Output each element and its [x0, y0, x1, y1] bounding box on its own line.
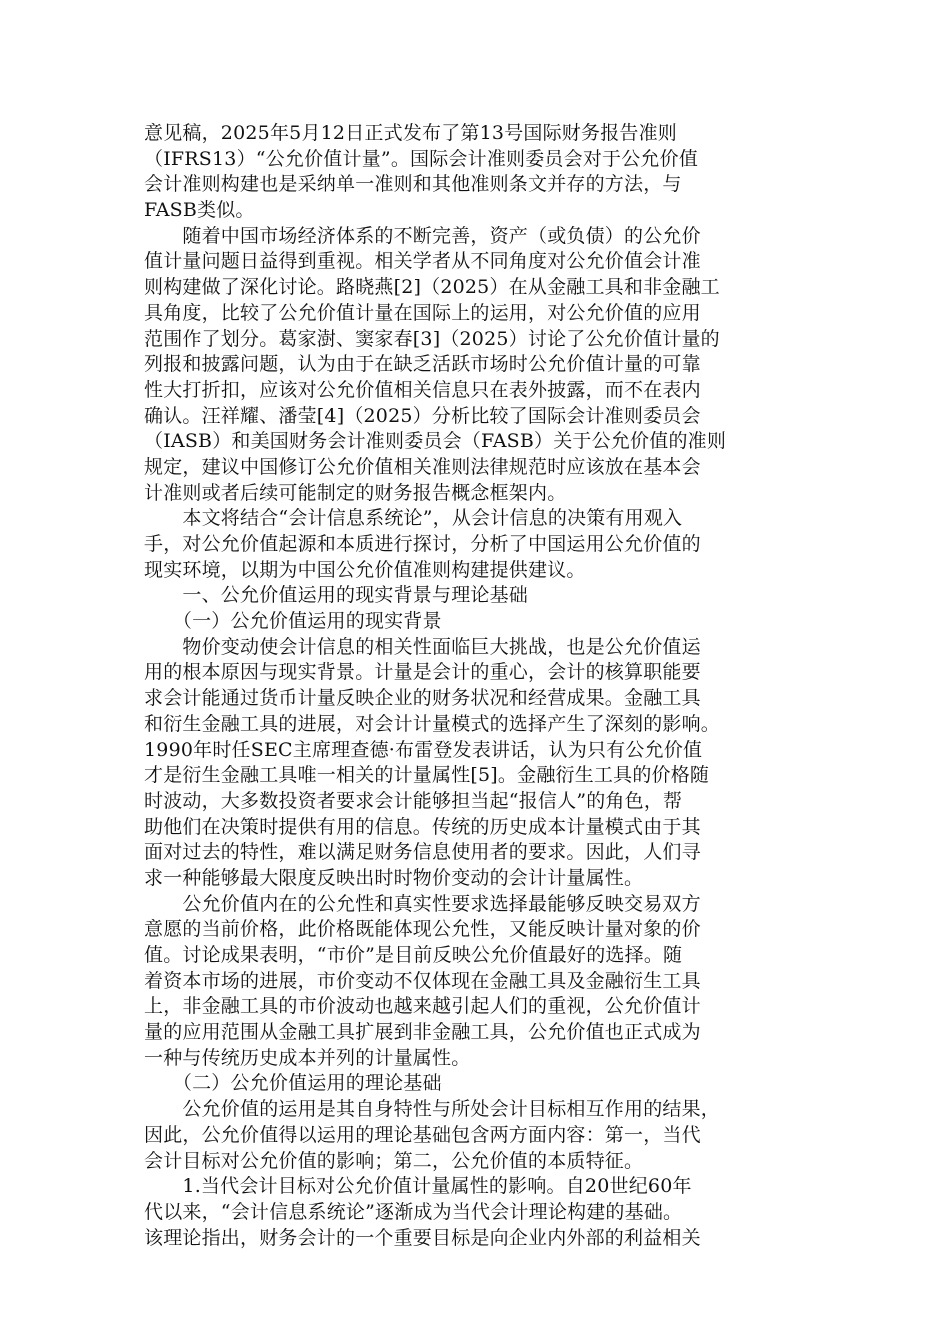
text-line: 求一种能够最大限度反映出时时物价变动的会计计量属性。 [144, 866, 644, 889]
text-line: 面对过去的特性，难以满足财务信息使用者的要求。因此，人们寻 [144, 841, 701, 864]
subsection-heading: （一）公允价值运用的现实背景 [144, 610, 442, 633]
text-line: 性大打折扣，应该对公允价值相关信息只在表外披露，而不在表内 [144, 378, 701, 401]
text-line: 确认。汪祥耀、潘莹[4]（2025）分析比较了国际会计准则委员会 [144, 404, 701, 427]
text-line: 因此，公允价值得以运用的理论基础包含两方面内容：第一，当代 [144, 1123, 701, 1146]
text-line: 着资本市场的进展，市价变动不仅体现在金融工具及金融衍生工具 [144, 969, 701, 992]
text-line: 值。讨论成果表明，“市价”是目前反映公允价值最好的选择。随 [144, 944, 683, 966]
text-line: 量的应用范围从金融工具扩展到非金融工具，公允价值也正式成为 [144, 1021, 701, 1044]
body-text [144, 121, 804, 1251]
text-line: 手，对公允价值起源和本质进行探讨，分析了中国运用公允价值的 [144, 533, 701, 555]
text-line: 则构建做了深化讨论。路晓燕[2]（2025）在从金融工具和非金融工 [144, 276, 720, 299]
text-line: 该理论指出，财务会计的一个重要目标是向企业内外部的利益相关 [144, 1226, 701, 1249]
subsection-heading: （二）公允价值运用的理论基础 [144, 1072, 442, 1095]
text-line: 时波动，大多数投资者要求会计能够担当起“报信人”的角色，帮 [144, 789, 683, 812]
text-line: 意见稿，2025年5月12日正式发布了第13号国际财务报告准则 [144, 122, 677, 144]
text-line: 才是衍生金融工具唯一相关的计量属性[5]。金融衍生工具的价格随 [144, 764, 710, 787]
text-line: 1.当代会计目标对公允价值计量属性的影响。自20世纪60年 [144, 1175, 692, 1198]
text-line: 列报和披露问题，认为由于在缺乏活跃市场时公允价值计量的可靠 [144, 353, 701, 376]
text-line: 意愿的当前价格，此价格既能体现公允性，又能反映计量对象的价 [144, 918, 701, 941]
text-line: 随着中国市场经济体系的不断完善，资产（或负债）的公允价 [144, 224, 701, 247]
text-line: （IASB）和美国财务会计准则委员会（FASB）关于公允价值的准则 [144, 430, 727, 453]
text-line: 公允价值的运用是其自身特性与所处会计目标相互作用的结果， [144, 1098, 721, 1121]
text-line: 助他们在决策时提供有用的信息。传统的历史成本计量模式由于其 [144, 815, 701, 838]
text-line: 1990年时任SEC主席理查德·布雷登发表讲话，认为只有公允价值 [144, 738, 703, 761]
text-line: 代以来，“会计信息系统论”逐渐成为当代会计理论构建的基础。 [144, 1200, 683, 1223]
text-line: 上，非金融工具的市价波动也越来越引起人们的重视，公允价值计 [144, 995, 701, 1018]
text-line: 规定，建议中国修订公允价值相关准则法律规范时应该放在基本会 [144, 455, 701, 478]
text-line: （IFRS13）“公允价值计量”。国际会计准则委员会对于公允价值 [144, 147, 699, 170]
text-line: 具角度，比较了公允价值计量在国际上的运用，对公允价值的应用 [144, 301, 701, 324]
text-line: 会计准则构建也是采纳单一准则和其他准则条文并存的方法，与 [144, 173, 682, 196]
text-line: 和衍生金融工具的进展，对会计计量模式的选择产生了深刻的影响。 [144, 712, 721, 735]
text-line: 范围作了划分。葛家澍、窦家春[3]（2025）讨论了公允价值计量的 [144, 327, 720, 350]
text-line: 物价变动使会计信息的相关性面临巨大挑战，也是公允价值运 [144, 635, 701, 658]
section-heading: 一、公允价值运用的现实背景与理论基础 [144, 584, 529, 607]
text-line: FASB类似。 [144, 199, 255, 222]
text-line: 求会计能通过货币计量反映企业的财务状况和经营成果。金融工具 [144, 687, 701, 710]
text-line: 值计量问题日益得到重视。相关学者从不同角度对公允价值会计准 [144, 250, 701, 273]
text-line: 公允价值内在的公允性和真实性要求选择最能够反映交易双方 [144, 892, 701, 915]
text-line: 会计目标对公允价值的影响；第二，公允价值的本质特征。 [144, 1149, 644, 1172]
text-line: 本文将结合“会计信息系统论”，从会计信息的决策有用观入 [144, 507, 683, 530]
text-line: 计准则或者后续可能制定的财务报告概念框架内。 [144, 481, 567, 504]
text-line: 一种与传统历史成本并列的计量属性。 [144, 1046, 471, 1069]
text-line: 现实环境，以期为中国公允价值准则构建提供建议。 [144, 558, 586, 581]
text-line: 用的根本原因与现实背景。计量是会计的重心，会计的核算职能要 [144, 661, 701, 684]
